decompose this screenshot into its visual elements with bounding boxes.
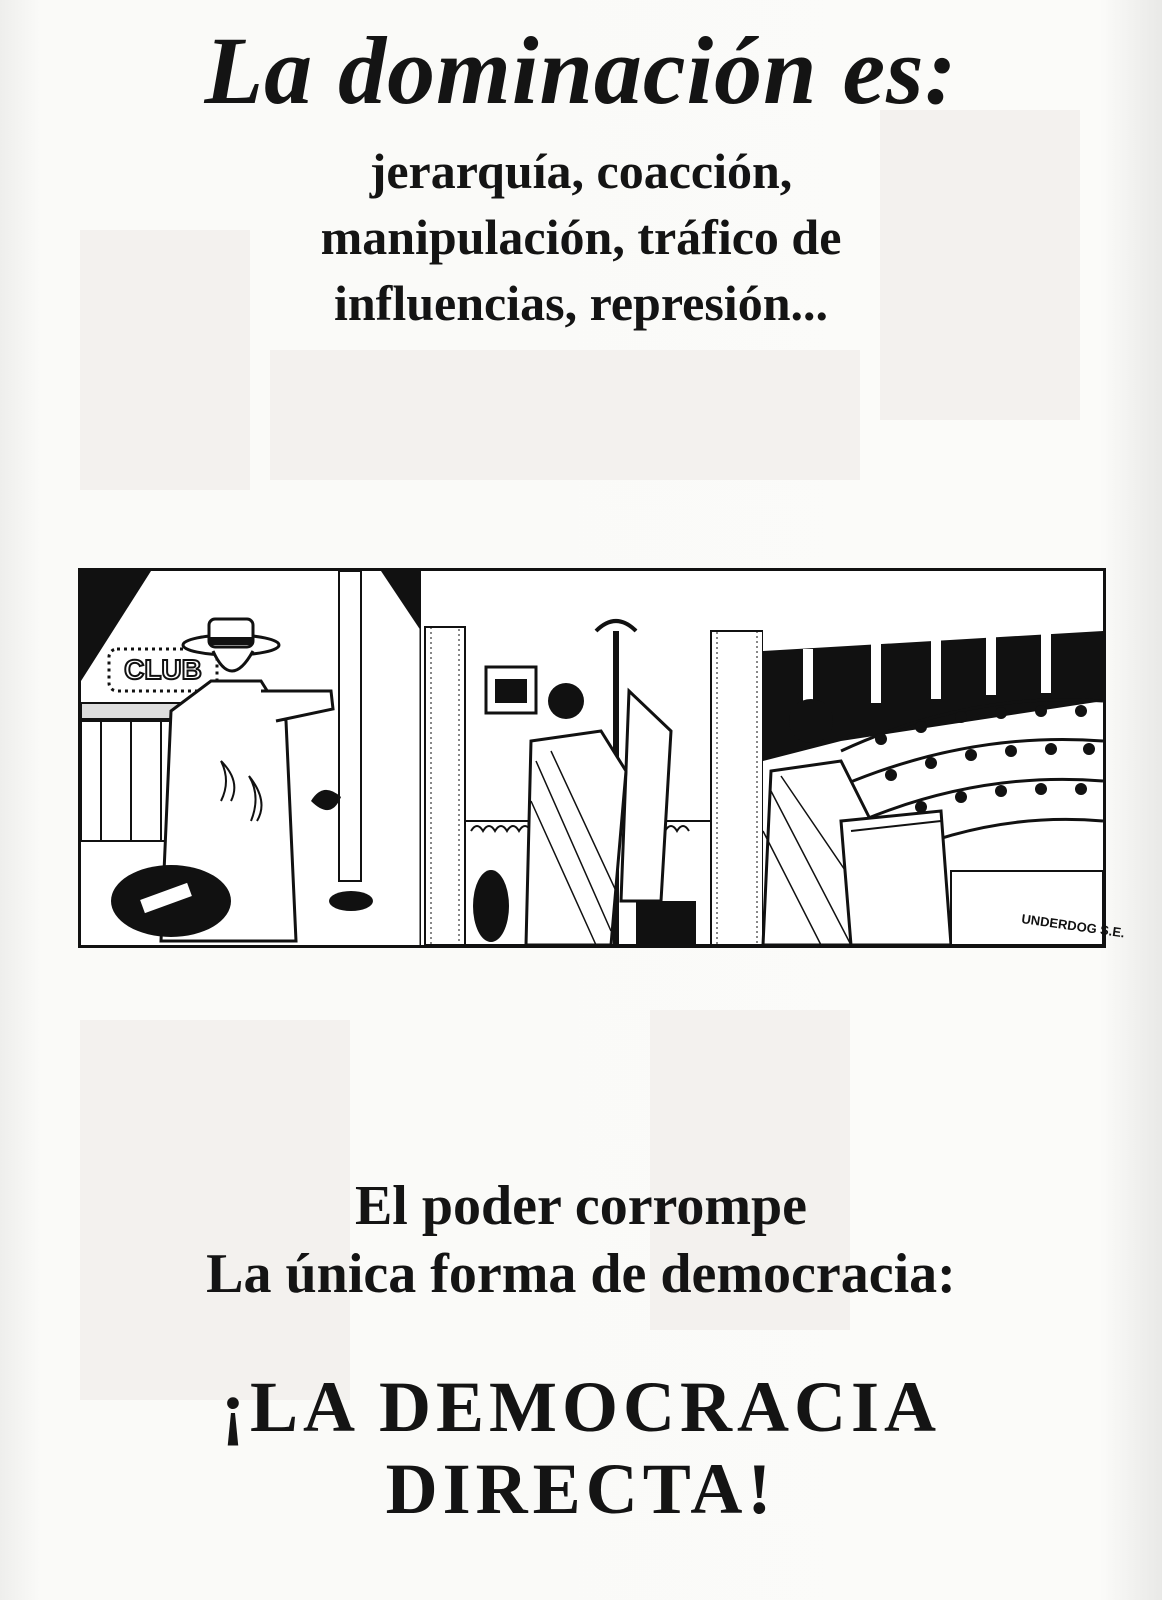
closing-line: La única forma de democracia: [206,1243,956,1305]
closing-statement [0,1172,1162,1308]
comic-illustration [81,571,1126,945]
subtitle [0,138,1162,336]
page-title: La dominación es: [204,17,958,124]
slogan-line: ¡LA DEMOCRACIA [220,1367,941,1447]
club-sign: CLUB [124,654,202,685]
closing-line: El poder corrompe [354,1175,808,1237]
panel-parliament [763,571,1126,945]
slogan-line: DIRECTA! [385,1449,777,1529]
slogan [0,1366,1162,1530]
subtitle-line: manipulación, tráfico de [320,209,842,265]
subtitle-line: influencias, represión... [333,275,829,331]
comic-strip [78,568,1126,948]
bleed-through-block [270,350,860,480]
subtitle-line: jerarquía, coacción, [369,143,793,199]
artist-signature: UNDERDOG S.E. [1020,911,1126,941]
panel-office-corridor [421,571,763,945]
